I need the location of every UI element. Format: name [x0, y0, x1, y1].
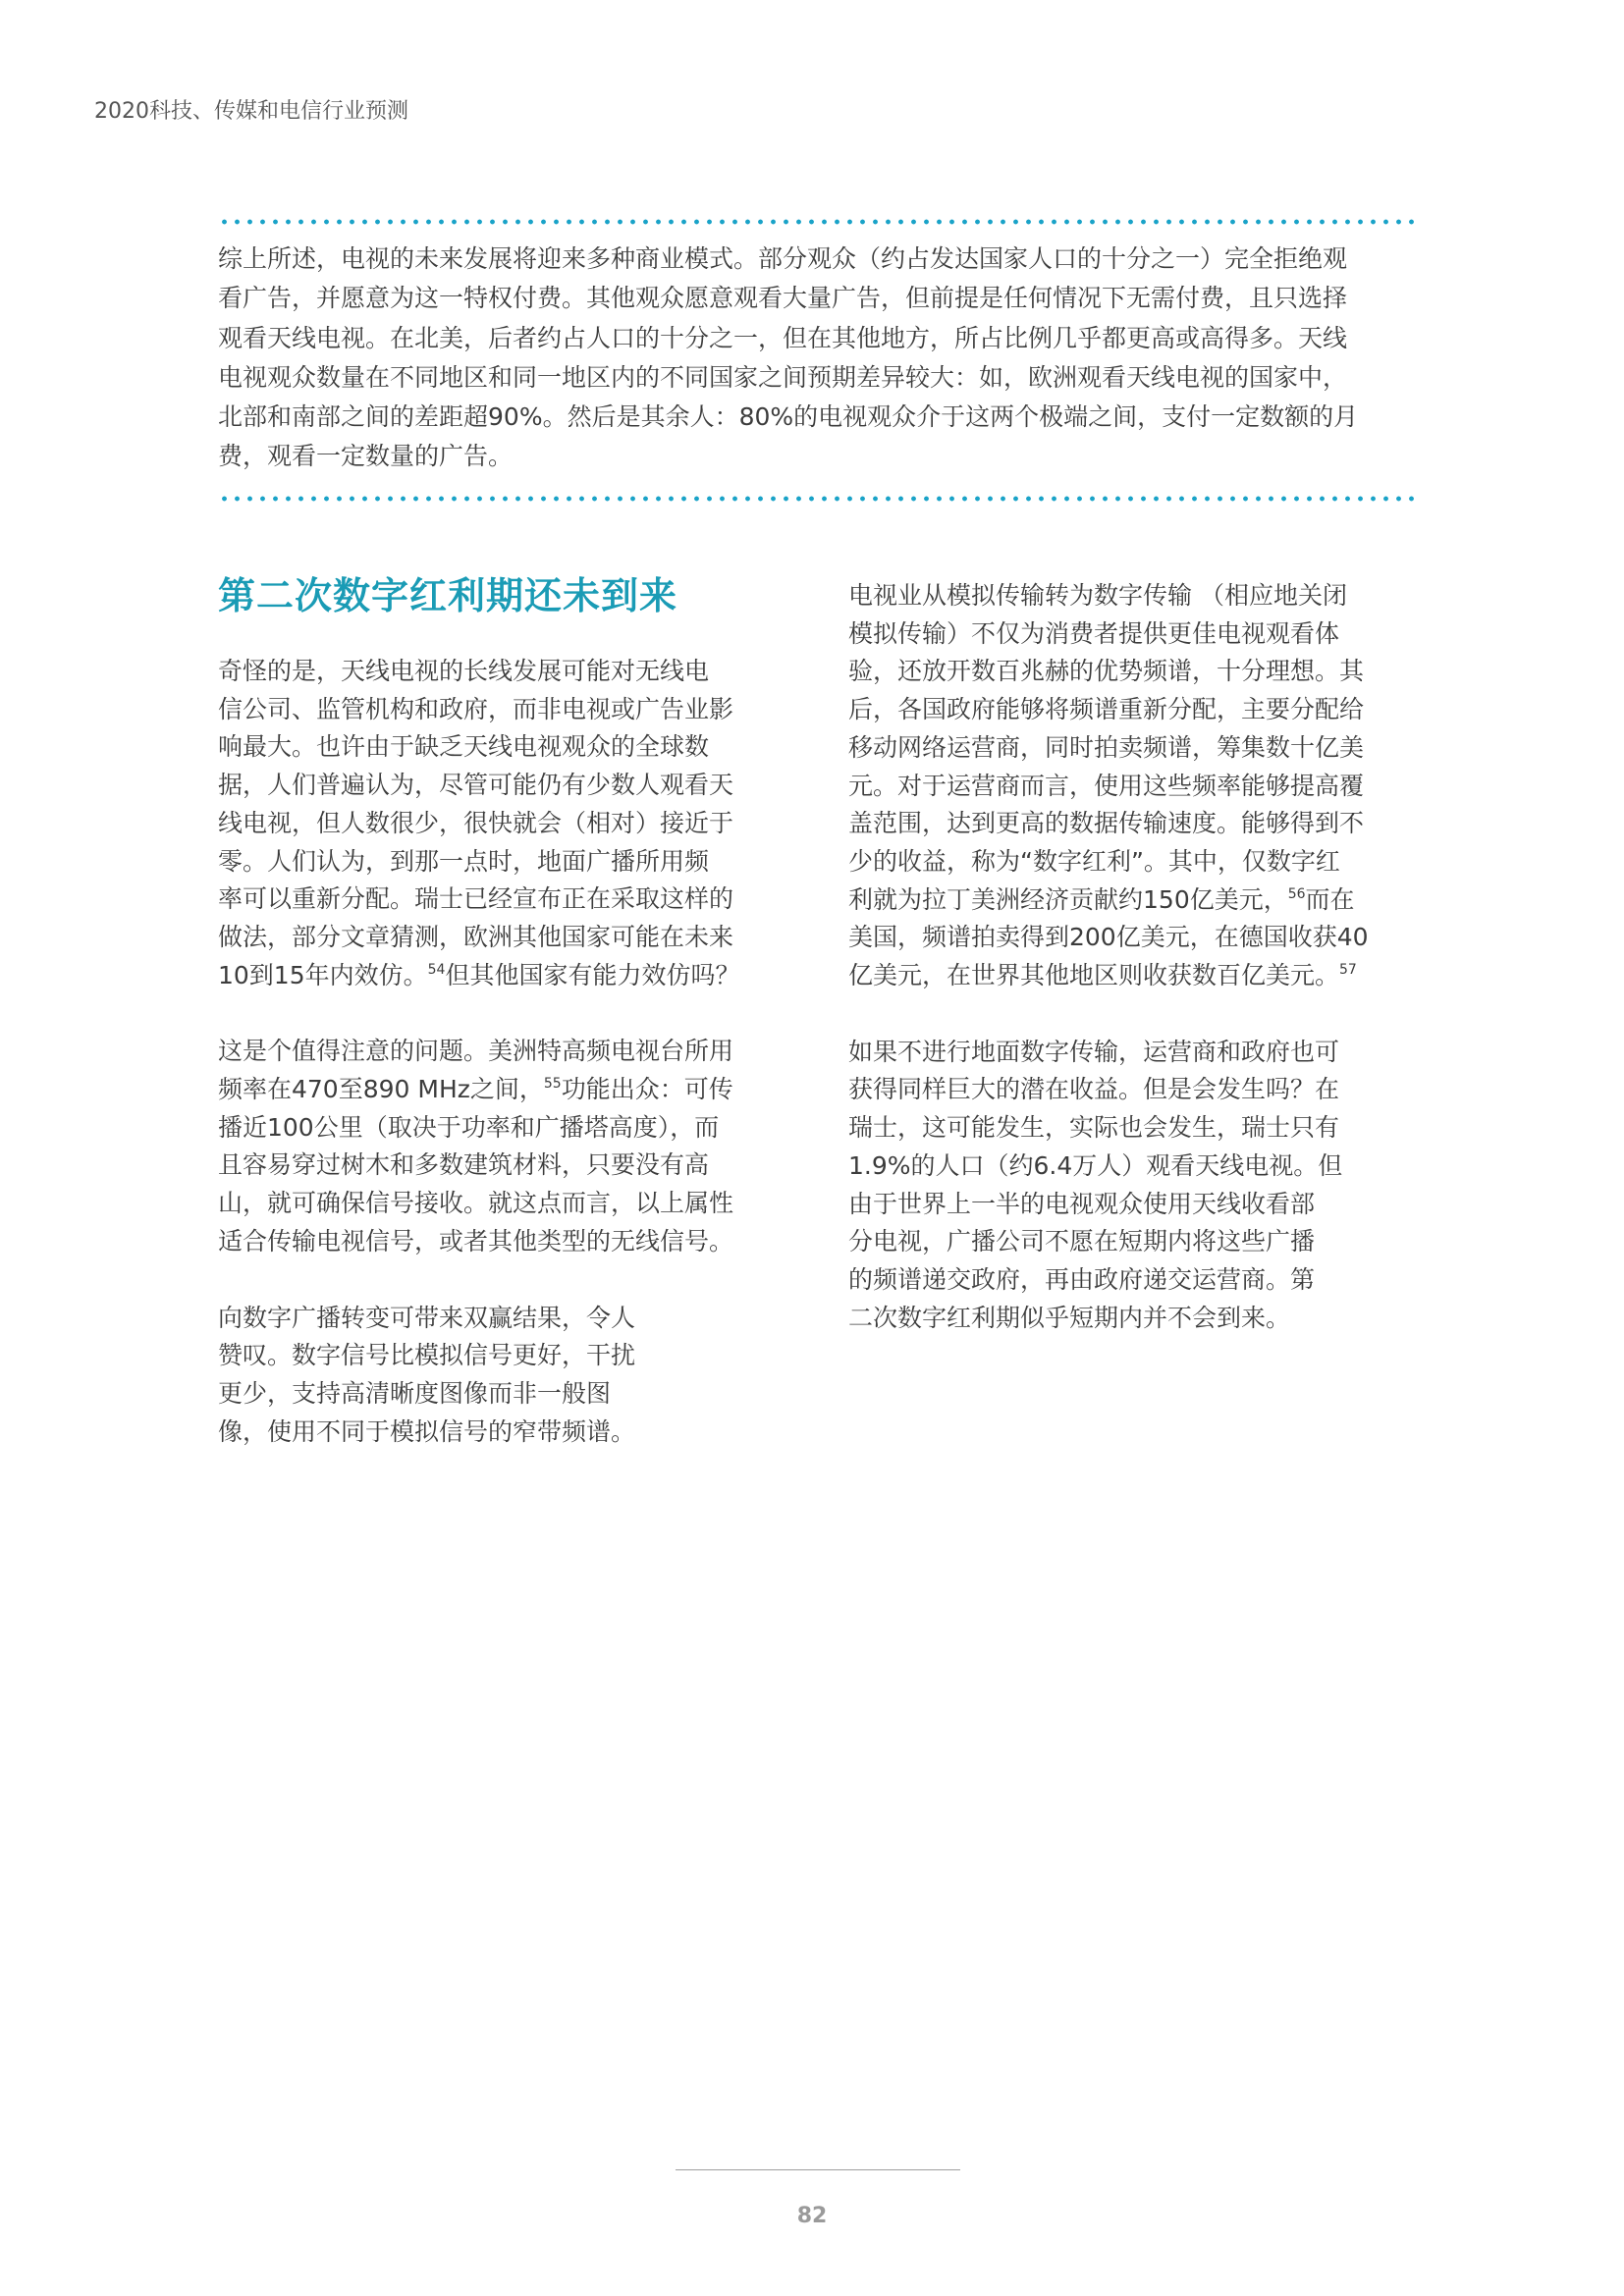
- text-line: 线电视，但人数很少，很快就会（相对）接近于: [218, 808, 734, 837]
- text-line: [848, 881, 1400, 920]
- footnote-ref-54[interactable]: 54: [427, 961, 446, 978]
- text-line: 1.9%的人口（约6.4万人）观看天线电视。但: [848, 1150, 1343, 1180]
- text-fragment: 亿美元，在世界其他地区则收获数百亿美元。: [848, 961, 1340, 990]
- text-line: 做法，部分文章猜测，欧洲其他国家可能在未来: [218, 922, 734, 951]
- text-line: [218, 1071, 774, 1109]
- text-line: 响最大。也许由于缺乏天线电视观众的全球数: [218, 732, 710, 762]
- right-column: [848, 577, 1400, 1375]
- left-paragraph-2: [218, 1033, 774, 1260]
- text-line: 获得同样巨大的潜在收益。但是会发生吗？在: [848, 1075, 1340, 1104]
- text-fragment: 但其他国家有能力效仿吗？: [445, 960, 740, 989]
- text-line: [218, 957, 774, 995]
- page-number: 82: [796, 2204, 828, 2228]
- summary-line: 费，观看一定数量的广告。: [218, 442, 514, 471]
- text-line: 且容易穿过树木和多数建筑材料，只要没有高: [218, 1150, 710, 1180]
- text-fragment: 而在: [1305, 884, 1355, 914]
- footnote-ref-57[interactable]: 57: [1339, 962, 1357, 979]
- text-line: 二次数字红利期似乎短期内并不会到来。: [848, 1303, 1291, 1332]
- text-line: 元。对于运营商而言，使用这些频率能够提高覆: [848, 771, 1365, 800]
- summary-line: 北部和南部之间的差距超90%。然后是其余人：80%的电视观众介于这两个极端之间，支付一定数额的月: [218, 402, 1359, 432]
- text-line: 适合传输电视信号，或者其他类型的无线信号。: [218, 1226, 734, 1255]
- section-heading: 第二次数字红利期还未到来: [218, 574, 678, 617]
- summary-box: [218, 240, 1422, 477]
- footnote-ref-56[interactable]: 56: [1287, 885, 1306, 902]
- text-line: 向数字广播转变可带来双赢结果，令人: [218, 1303, 636, 1332]
- text-line: 奇怪的是，天线电视的长线发展可能对无线电: [218, 657, 710, 685]
- text-line: 如果不进行地面数字传输，运营商和政府也可: [848, 1037, 1340, 1066]
- text-line: 电视业从模拟传输转为数字传输 （相应地关闭: [848, 581, 1347, 610]
- text-line: 像，使用不同于模拟信号的窄带频谱。: [218, 1416, 636, 1446]
- text-fragment: 频率在470至890 MHz之间，: [218, 1075, 544, 1104]
- text-line: 信公司、监管机构和政府，而非电视或广告业影: [218, 694, 734, 723]
- text-line: 瑞士，这可能发生，实际也会发生，瑞士只有: [848, 1113, 1340, 1143]
- text-line: 由于世界上一半的电视观众使用天线收看部: [848, 1189, 1316, 1218]
- text-line: 模拟传输）不仅为消费者提供更佳电视观看体: [848, 618, 1340, 648]
- text-line: 美国，频谱拍卖得到200亿美元，在德国收获40: [848, 923, 1369, 952]
- text-line: 零。人们认为，到那一点时，地面广播所用频: [218, 846, 710, 876]
- text-line: 验，还放开数百兆赫的优势频谱，十分理想。其: [848, 657, 1365, 686]
- text-line: 盖范围，达到更高的数据传输速度。能够得到不: [848, 809, 1365, 838]
- running-header: 2020科技、传媒和电信行业预测: [94, 99, 408, 124]
- right-paragraph-1: [848, 577, 1400, 995]
- text-line: 后，各国政府能够将频谱重新分配，主要分配给: [848, 695, 1365, 724]
- right-paragraph-2: [848, 1034, 1400, 1338]
- left-paragraph-1: [218, 653, 774, 994]
- left-paragraph-3: [218, 1300, 774, 1452]
- dotted-divider-top: [218, 219, 1422, 225]
- text-line: 赞叹。数字信号比模拟信号更好，干扰: [218, 1341, 636, 1370]
- text-line: 率可以重新分配。瑞士已经宣布正在采取这样的: [218, 884, 734, 914]
- summary-line: 观看天线电视。在北美，后者约占人口的十分之一，但在其他地方，所占比例几乎都更高或高得多。天线: [218, 323, 1348, 352]
- text-fragment: 10到15年内效仿。: [218, 960, 428, 989]
- text-fragment: 功能出众：可传: [561, 1075, 733, 1104]
- text-line: 的频谱递交政府，再由政府递交运营商。第: [848, 1264, 1316, 1294]
- text-line: 播近100公里（取决于功率和广播塔高度），而: [218, 1112, 720, 1142]
- summary-line: 电视观众数量在不同地区和同一地区内的不同国家之间预期差异较大：如，欧洲观看天线电视的国家中，: [218, 362, 1348, 392]
- text-line: 分电视，广播公司不愿在短期内将这些广播: [848, 1227, 1316, 1256]
- text-line: 少的收益，称为“数字红利”。其中，仅数字红: [848, 846, 1340, 876]
- dotted-divider-bottom: [218, 496, 1422, 502]
- text-line: 山，就可确保信号接收。就这点而言，以上属性: [218, 1189, 734, 1218]
- left-column: [218, 653, 774, 1489]
- text-line: 移动网络运营商，同时拍卖频谱，筹集数十亿美: [848, 732, 1365, 762]
- text-line: 这是个值得注意的问题。美洲特高频电视台所用: [218, 1037, 734, 1066]
- summary-line: 综上所述，电视的未来发展将迎来多种商业模式。部分观众（约占发达国家人口的十分之一）完全拒绝观: [218, 244, 1348, 273]
- footnote-ref-55[interactable]: 55: [543, 1076, 562, 1093]
- summary-line: 看广告，并愿意为这一特权付费。其他观众愿意观看大量广告，但前提是任何情况下无需付费，且只选择: [218, 284, 1348, 313]
- text-fragment: 利就为拉丁美洲经济贡献约150亿美元，: [848, 884, 1288, 914]
- text-line: 更少，支持高清晰度图像而非一般图: [218, 1378, 612, 1408]
- text-line: 据，人们普遍认为，尽管可能仍有少数人观看天: [218, 771, 734, 800]
- footer-rule: [676, 2169, 960, 2170]
- text-line: [848, 957, 1400, 995]
